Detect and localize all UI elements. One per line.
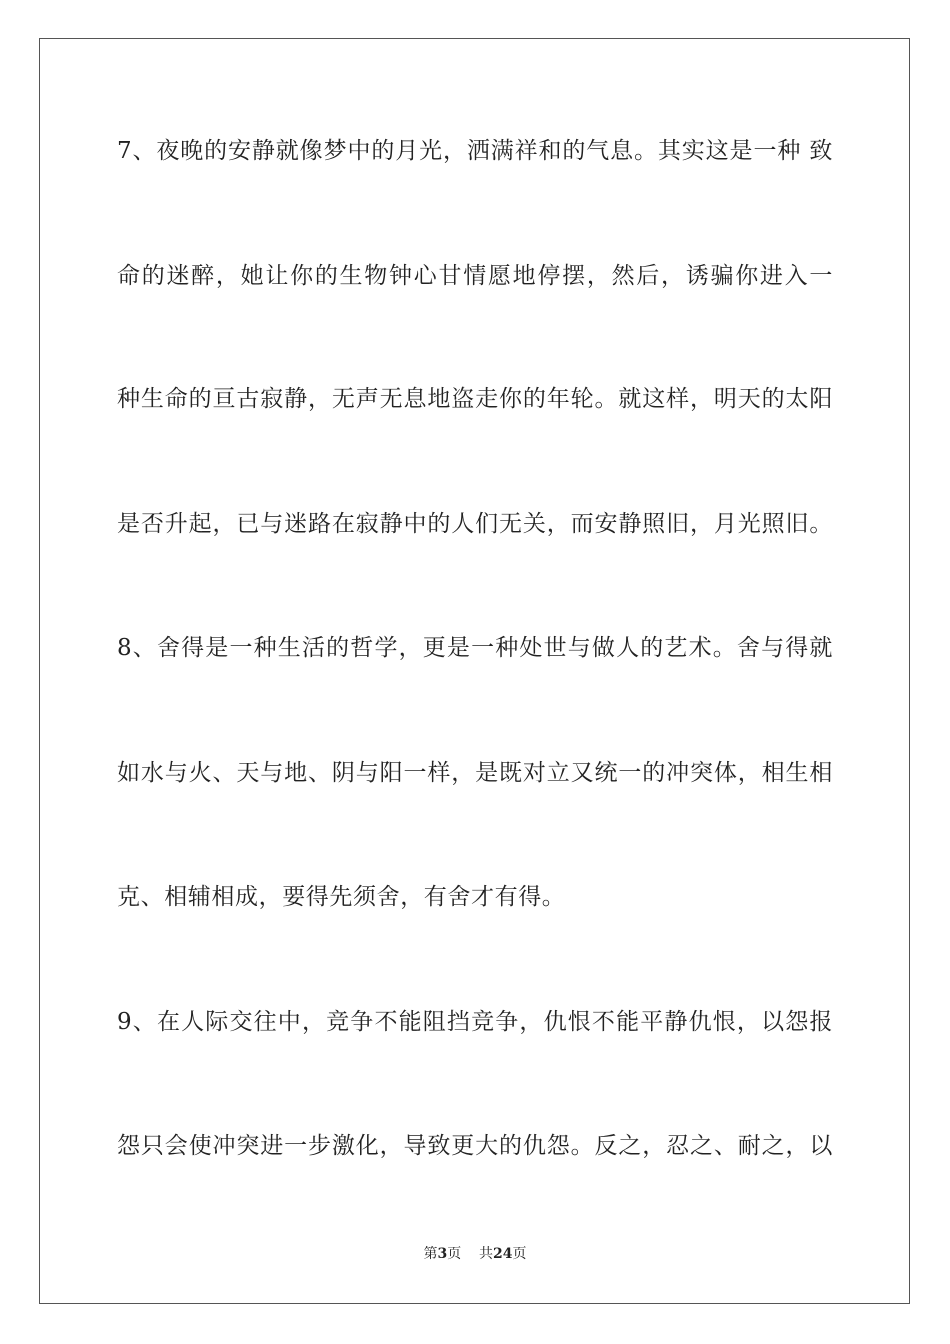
text-line-9: 怨只会使冲突进一步激化，导致更大的仇怨。反之，忍之、耐之，以 bbox=[117, 1133, 833, 1159]
text-line-4: 是否升起，已与迷路在寂静中的人们无关，而安静照旧，月光照旧。 bbox=[117, 511, 833, 537]
text-line-1: 7、夜晚的安静就像梦中的月光，洒满祥和的气息。其实这是一种 致 bbox=[117, 138, 833, 164]
text-line-2: 命的迷醉，她让你的生物钟心甘情愿地停摆，然后，诱骗你进入一 bbox=[117, 263, 833, 289]
text-line-3: 种生命的亘古寂静，无声无息地盗走你的年轮。就这样，明天的太阳 bbox=[117, 386, 833, 412]
page-border bbox=[39, 38, 910, 1304]
page-footer bbox=[0, 1245, 950, 1263]
text-line-6: 如水与火、天与地、阴与阳一样，是既对立又统一的冲突体，相生相 bbox=[117, 760, 833, 786]
text-line-7: 克、相辅相成，要得先须舍，有舍才有得。 bbox=[117, 884, 566, 910]
page-suffix: 页 bbox=[447, 1246, 462, 1262]
text-line-5: 8、舍得是一种生活的哲学，更是一种处世与做人的艺术。舍与得就 bbox=[117, 635, 833, 661]
total-suffix: 页 bbox=[512, 1246, 527, 1262]
total-pages: 24 bbox=[493, 1246, 513, 1262]
page-number: 3 bbox=[437, 1246, 448, 1262]
page-prefix: 第 bbox=[423, 1246, 438, 1262]
text-line-8: 9、在人际交往中，竞争不能阻挡竞争，仇恨不能平静仇恨，以怨报 bbox=[117, 1009, 833, 1035]
total-prefix: 共 bbox=[479, 1246, 494, 1262]
